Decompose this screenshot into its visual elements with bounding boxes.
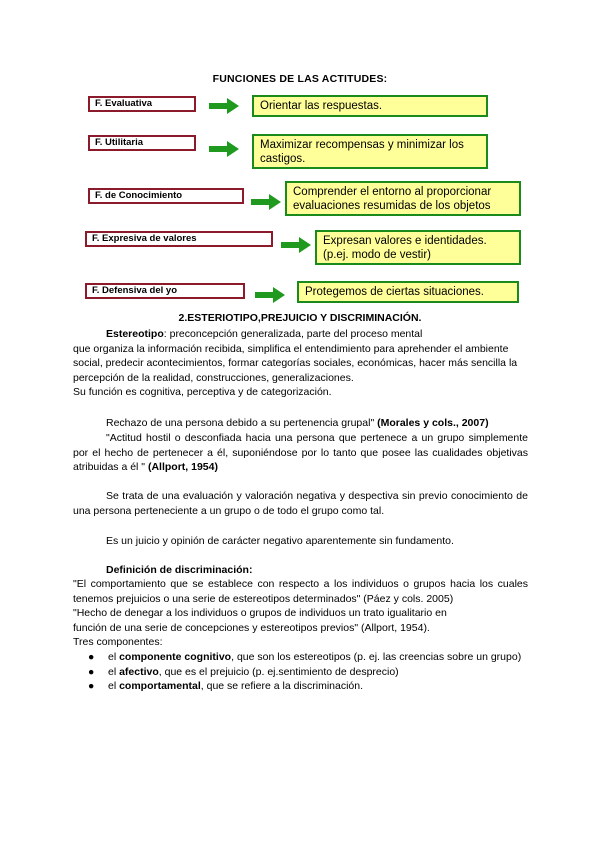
function-label-expresiva: F. Expresiva de valores (85, 231, 273, 247)
list-item: ● el comportamental, que se refiere a la discriminación. (88, 680, 364, 692)
estereotipo-definition: : preconcepción generalizada, parte del proceso mental (163, 328, 423, 340)
components-list (73, 650, 533, 694)
function-desc-evaluativa: Orientar las respuestas. (252, 95, 488, 117)
estereotipo-paragraph (73, 327, 528, 400)
function-desc-defensiva: Protegemos de ciertas situaciones. (297, 281, 519, 303)
prejuicio-quote-1: Rechazo de una persona debido a su pertenencia grupal" (Morales y cols., 2007) (106, 417, 489, 429)
function-label-utilitaria: F. Utilitaria (88, 135, 196, 151)
citation: (Allport, 1954) (147, 461, 218, 473)
components-intro: Tres componentes: (73, 636, 163, 648)
arrow-icon (255, 287, 285, 303)
arrow-icon (209, 98, 239, 114)
prejuicio-paragraph-2: Es un juicio y opinión de carácter negativo aparentemente sin fundamento. (106, 535, 454, 547)
function-desc-expresiva: Expresan valores e identidades. (p.ej. modo de vestir) (315, 230, 521, 265)
discriminacion-definition-2: "Hecho de denegar a los individuos o grupos de individuos un trato igualitario en función de una serie de concepciones y estereotipos previos" (Allport, 1954). Tres componentes: (73, 607, 447, 648)
attitudes-functions-title: FUNCIONES DE LAS ACTITUDES: (212, 73, 388, 85)
estereotipo-rest: que organiza la información recibida, simplifica el entendimiento para aprehender el ambiente social, predecir acontecimientos, formar categorías sociales, económicas, hacer más sencilla la percepción de la realidad, construcciones, generalizaciones. (73, 342, 518, 384)
function-desc-utilitaria: Maximizar recompensas y minimizar los castigos. (252, 134, 488, 169)
prejuicio-paragraph-1: Se trata de una evaluación y valoración negativa y despectiva sin previo conocimiento de una persona perteneciente a un grupo o de todo el grupo como tal. (73, 490, 528, 517)
arrow-icon (209, 141, 239, 157)
bullet-icon: ● (88, 651, 95, 663)
list-item: ● el componente cognitivo, que son los estereotipos (p. ej. las creencias sobre un grupo) (88, 651, 522, 663)
function-label-evaluativa: F. Evaluativa (88, 96, 196, 112)
bullet-icon: ● (88, 680, 95, 692)
list-item: ● el afectivo, que es el prejuicio (p. ej.sentimiento de desprecio) (88, 665, 399, 678)
arrow-icon (251, 194, 281, 210)
function-desc-conocimiento: Comprender el entorno al proporcionar evaluaciones resumidas de los objetos (285, 181, 521, 216)
function-label-conocimiento: F. de Conocimiento (88, 188, 244, 204)
function-label-defensiva: F. Defensiva del yo (85, 283, 245, 299)
citation: (Morales y cols., 2007) (377, 417, 489, 429)
arrow-icon (281, 237, 311, 253)
estereotipo-term: Estereotipo (106, 328, 164, 340)
discriminacion-heading: Definición de discriminación: (106, 564, 253, 576)
bullet-icon: ● (88, 665, 95, 678)
section-title: 2.ESTERIOTIPO,PREJUICIO Y DISCRIMINACIÓN. (178, 312, 422, 324)
estereotipo-function: Su función es cognitiva, perceptiva y de categorización. (73, 386, 332, 398)
discriminacion-definition-1: "El comportamiento que se establece con respecto a los individuos o grupos hacia los cuales tenemos prejuicios o una serie de estereotipos determinados" (Páez y cols. 2005) (73, 578, 528, 605)
prejuicio-quote-2: "Actitud hostil o desconfiada hacia una persona que pertenece a un grupo simplemente por el hecho de pertenecer a él, suponiéndose por lo tanto que posee las cualidades objetivas atribuidas a él " (Allport, 1954) (73, 432, 528, 473)
